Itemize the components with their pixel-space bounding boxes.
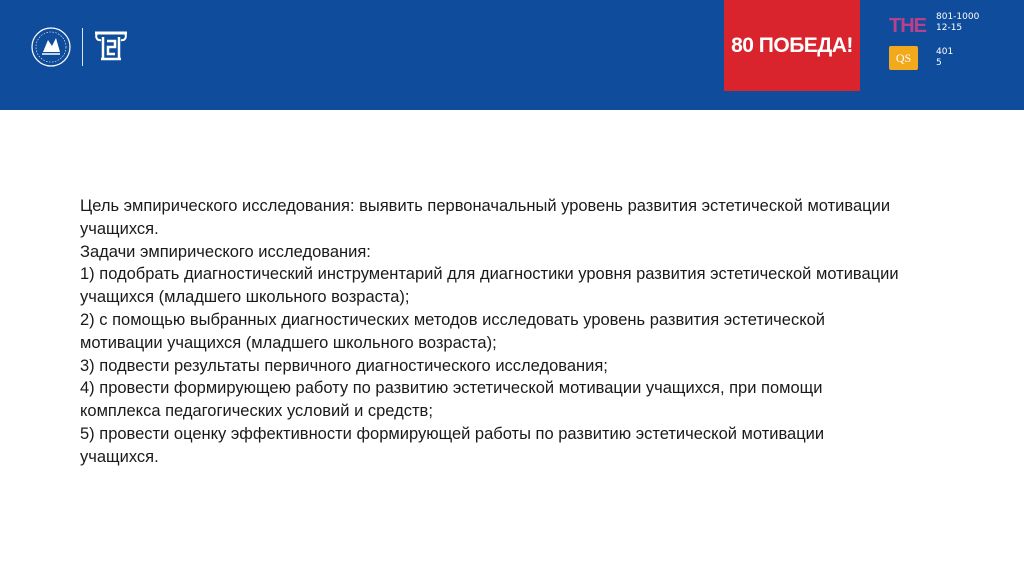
task-item: 4) провести формирующею работу по развитию эстетической мотивации учащихся, при помощи комплекса педагогических условий и средств; (80, 379, 823, 421)
qs-ranking-logo: QS (889, 46, 918, 70)
qs-subrank: 5 (936, 58, 942, 68)
task-item: 3) подвести результаты первичного диагностического исследования; (80, 356, 608, 375)
the-ranking-logo: THE (889, 15, 926, 37)
institute-logo-icon (91, 27, 131, 63)
task-item: 1) подобрать диагностический инструментарий для диагностики уровня развития эстетической мотивации учащихся (младшего школьного возраста); (80, 265, 899, 307)
the-rank: 801-1000 (936, 12, 980, 22)
task-item: 5) провести оценку эффективности формирующей работы по развитию эстетической мотивации учащихся. (80, 424, 825, 466)
university-emblem-icon (30, 26, 72, 68)
goal-text: Цель эмпирического исследования: выявить первоначальный уровень развития эстетической мотивации учащихся. (80, 197, 891, 238)
victory-banner (724, 0, 860, 91)
victory-label: 80 ПОБЕДА! (731, 33, 853, 57)
qs-ranking-values (936, 47, 953, 69)
slide-body (80, 195, 900, 469)
logo-divider (82, 28, 83, 66)
header-bar (0, 0, 1024, 110)
task-item: 2) с помощью выбранных диагностических методов исследовать уровень развития эстетической мотивации учащихся (младшего школьного возраста); (80, 310, 825, 352)
qs-rank: 401 (936, 47, 954, 57)
the-subrank: 12-15 (936, 23, 963, 33)
tasks-heading: Задачи эмпирического исследования: (80, 242, 371, 261)
the-ranking-values (936, 12, 979, 34)
